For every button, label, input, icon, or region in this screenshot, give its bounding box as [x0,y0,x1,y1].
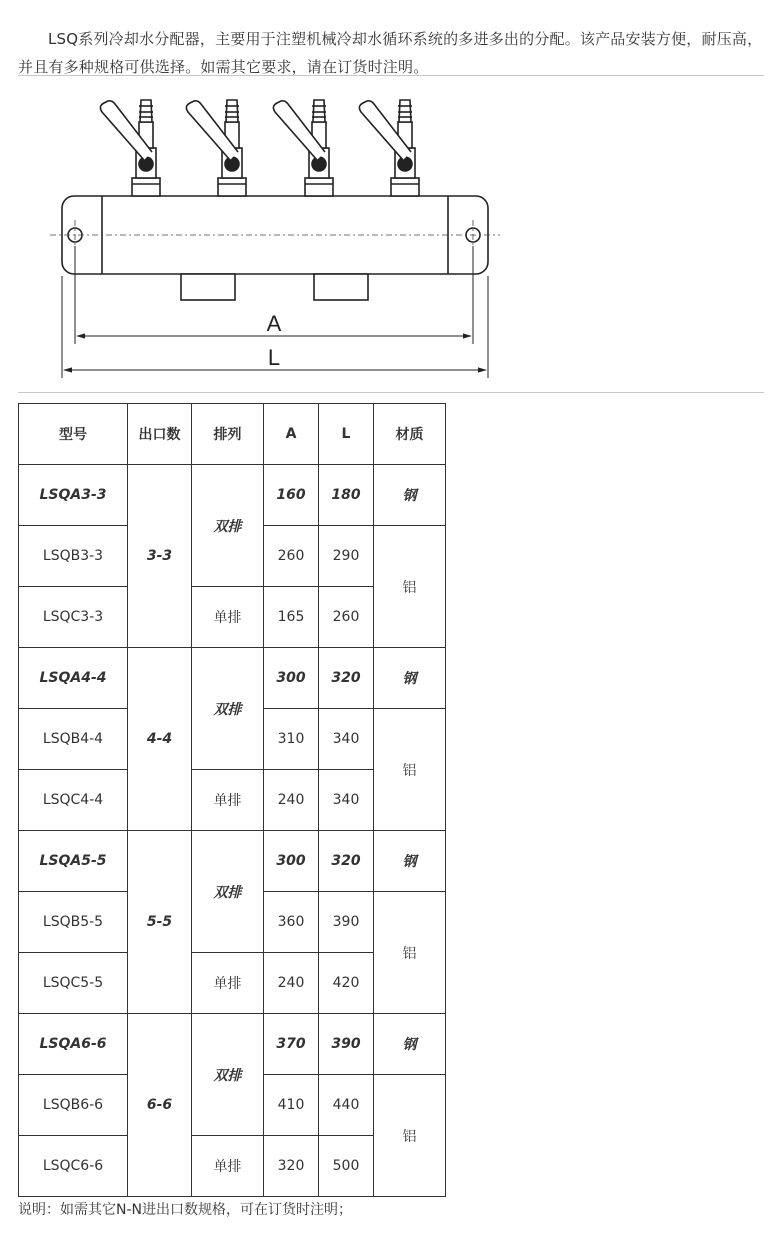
cell-material: 铝 [374,709,446,831]
header-outlets: 出口数 [128,404,192,465]
cell-arrangement: 单排 [192,587,264,648]
cell-a: 320 [264,1136,319,1197]
header-l: L [319,404,374,465]
cell-material: 铝 [374,892,446,1014]
intro-paragraph: LSQ系列冷却水分配器，主要用于注塑机械冷却水循环系统的多进多出的分配。该产品安装方便，耐压高，并且有多种规格可供选择。如需其它要求，请在订货时注明。 [18,30,763,76]
cell-model: LSQA3-3 [19,465,128,526]
footnote: 说明：如需其它N-N进出口数规格，可在订货时注明； [18,1202,352,1218]
table-row [19,465,446,526]
cell-arrangement: 双排 [192,648,264,770]
cell-a: 300 [264,831,319,892]
cell-l: 320 [319,648,374,709]
table-row [19,648,446,709]
cell-l: 260 [319,587,374,648]
cell-model: LSQA5-5 [19,831,128,892]
divider-bottom [18,392,764,393]
cell-model: LSQB6-6 [19,1075,128,1136]
cell-l: 440 [319,1075,374,1136]
cell-model: LSQC3-3 [19,587,128,648]
cell-material: 钢 [374,648,446,709]
cell-l: 420 [319,953,374,1014]
cell-a: 370 [264,1014,319,1075]
cell-l: 340 [319,770,374,831]
cell-model: LSQC4-4 [19,770,128,831]
cell-material: 钢 [374,1014,446,1075]
cell-model: LSQB5-5 [19,892,128,953]
cell-model: LSQA4-4 [19,648,128,709]
cell-outlets: 5-5 [128,831,192,1014]
divider-top [18,75,764,76]
cell-l: 290 [319,526,374,587]
cell-a: 165 [264,587,319,648]
cell-a: 240 [264,953,319,1014]
dimension-a-label: A [266,311,282,336]
header-model: 型号 [19,404,128,465]
cell-l: 390 [319,892,374,953]
cell-a: 360 [264,892,319,953]
header-arrangement: 排列 [192,404,264,465]
cell-a: 240 [264,770,319,831]
cell-model: LSQA6-6 [19,1014,128,1075]
cell-material: 铝 [374,526,446,648]
cell-outlets: 3-3 [128,465,192,648]
cell-material: 铝 [374,1075,446,1197]
cell-arrangement: 双排 [192,1014,264,1136]
spec-table [18,403,446,1197]
dimension-l-label: L [267,345,281,370]
cell-model: LSQC6-6 [19,1136,128,1197]
manifold-drawing [40,86,510,386]
cell-model: LSQB3-3 [19,526,128,587]
cell-a: 310 [264,709,319,770]
cell-l: 180 [319,465,374,526]
cell-l: 500 [319,1136,374,1197]
cell-material: 钢 [374,465,446,526]
cell-model: LSQC5-5 [19,953,128,1014]
cell-l: 390 [319,1014,374,1075]
cell-a: 260 [264,526,319,587]
cell-a: 160 [264,465,319,526]
cell-arrangement: 单排 [192,770,264,831]
cell-arrangement: 双排 [192,465,264,587]
header-material: 材质 [374,404,446,465]
table-row [19,1014,446,1075]
cell-outlets: 4-4 [128,648,192,831]
cell-a: 300 [264,648,319,709]
cell-model: LSQB4-4 [19,709,128,770]
cell-arrangement: 单排 [192,953,264,1014]
cell-l: 340 [319,709,374,770]
cell-l: 320 [319,831,374,892]
table-header-row [19,404,446,465]
header-a: A [264,404,319,465]
cell-a: 410 [264,1075,319,1136]
cell-arrangement: 双排 [192,831,264,953]
cell-material: 钢 [374,831,446,892]
table-row [19,831,446,892]
cell-outlets: 6-6 [128,1014,192,1197]
cell-arrangement: 单排 [192,1136,264,1197]
